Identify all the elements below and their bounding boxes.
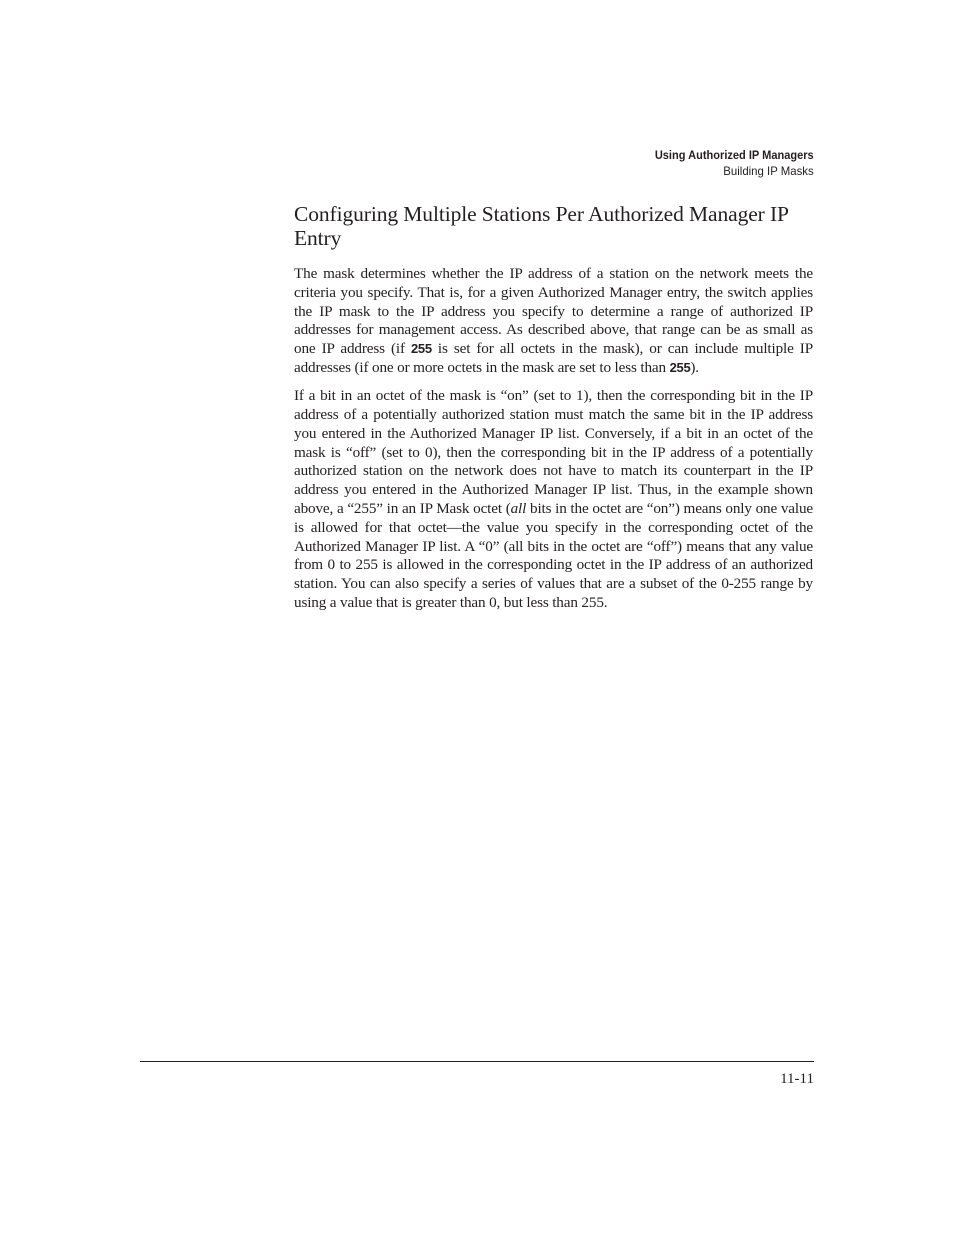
section-heading: Configuring Multiple Stations Per Authorized Manager IP Entry: [294, 202, 789, 250]
paragraph-bit-explanation: [294, 387, 813, 613]
paragraph-mask-description: [294, 265, 813, 378]
paragraph-text: If a bit in an octet of the mask is “on” (set to 1), then the corresponding bit in the IP address of a potentially authorized station must match the same bit in the IP address you entered in the Authorized Manager IP list. Conversely, if a bit in an octet of the mask is “off” (set to 0), then the corresponding bit in the IP address of a potentially authorized station on the network does not have to match its counterpart in the IP address you entered in the Authorized Manager IP list. Thus, in the example shown above, a “255” in an IP Mask octet (: [294, 387, 813, 518]
paragraph-text: bits in the octet are “on”) means only one value is allowed for that octet—the value you specify in the corresponding octet of the Authorized Manager IP list. A “0” (all bits in the octet are “off”) means that any value from 0 to 255 is allowed in the corresponding octet in the IP address of an authorized station. You can also specify a series of values that are a subset of the 0-255 range by using a value that is greater than 0, but less than 255.: [294, 500, 813, 612]
command-value: 255: [669, 359, 691, 375]
paragraph-text: The mask determines whether the IP address of a station on the network meets the criteria you specify. That is, for a given Authorized Manager entry, the switch applies the IP mask to the IP address you specify to determine a range of authorized IP addresses for management access. As described above, that range can be as small as one IP address (if: [294, 265, 813, 358]
page-number: 11-11: [780, 1071, 814, 1087]
paragraph-text: ).: [690, 358, 699, 376]
command-value: 255: [410, 341, 432, 357]
footer-divider: [140, 1061, 814, 1062]
running-header: [641, 147, 814, 179]
page-content: [294, 202, 813, 613]
emphasis-text: all: [510, 500, 527, 518]
section-title: Building IP Masks: [723, 164, 814, 178]
paragraph-text: is set for all octets in the mask), or can include multiple IP addresses (if one or more octets in the mask are set to less than: [294, 340, 813, 376]
chapter-title: Using Authorized IP Managers: [655, 148, 814, 162]
